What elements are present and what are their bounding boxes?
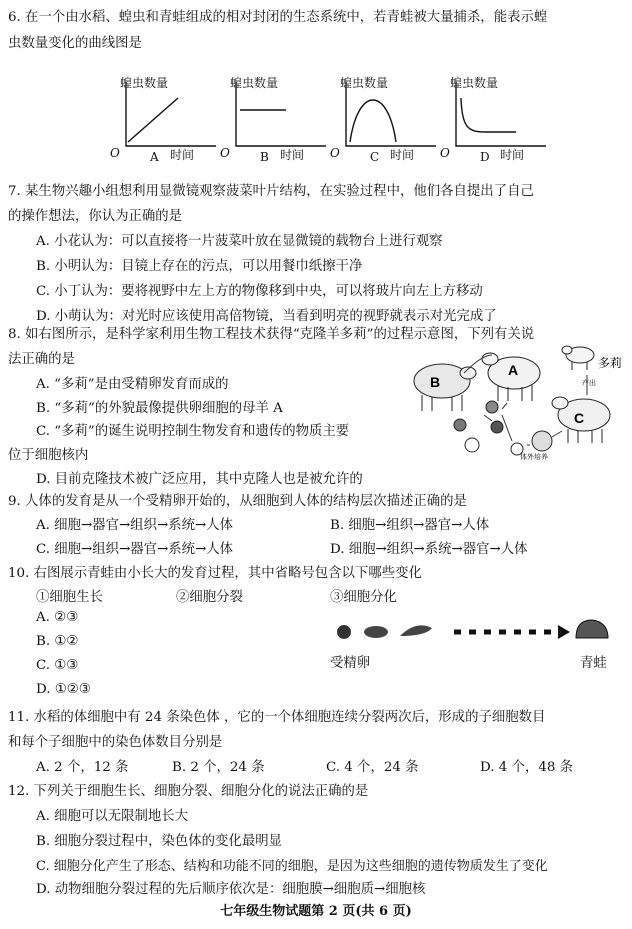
q10-option-b: B. ①②: [36, 634, 79, 649]
graph-d-letter: D: [480, 150, 490, 164]
label-birth: 产出: [582, 379, 596, 387]
q8-option-a: A. “多莉”是由受精卵发育而成的: [36, 377, 229, 392]
q12-option-b: B. 细胞分裂过程中，染色体的变化最明显: [36, 834, 282, 849]
q8-stem-line1: 8. 如右图所示，是科学家利用生物工程技术获得“克隆羊多莉”的过程示意图，下列有关说: [8, 327, 535, 342]
embryo-icon: [364, 626, 388, 638]
q11-option-a: A. 2 个，12 条: [36, 760, 129, 775]
q8-stem-line2: 法正确的是: [8, 352, 75, 367]
q9-stem: 9. 人体的发育是从一个受精卵开始的，从细胞到人体的结构层次描述正确的是: [8, 494, 467, 509]
q7-option-d: D. 小萌认为：对光时应该使用高倍物镜，当看到明亮的视野就表示对光完成了: [36, 309, 497, 324]
graph-c-ylabel: 蝗虫数量: [340, 76, 389, 90]
label-c: C: [574, 410, 585, 426]
q11-option-b: B. 2 个，24 条: [172, 760, 265, 775]
figure-start-label: 受精卵: [330, 656, 371, 671]
graph-b-letter: B: [260, 150, 269, 164]
graph-b-xlabel: 时间: [280, 148, 305, 162]
q9-option-c: C. 细胞→组织→器官→系统→人体: [36, 542, 234, 557]
q10-stem: 10. 右图展示青蛙由小长大的发育过程，其中省略号包含以下哪些变化: [8, 566, 422, 581]
cell-1-icon: [454, 419, 466, 431]
label-dolly: 多莉: [598, 356, 623, 370]
graph-c-origin: O: [330, 146, 340, 160]
graph-a-ylabel: 蝗虫数量: [120, 76, 169, 90]
graph-c-letter: C: [370, 150, 380, 164]
q11-option-c: C. 4 个，24 条: [326, 760, 419, 775]
graph-a-origin: O: [110, 146, 120, 160]
graph-c: [330, 76, 444, 168]
label-b: B: [430, 374, 441, 390]
page-footer: 七年级生物试题第 2 页(共 6 页): [220, 904, 412, 919]
q11-stem-line2: 和每个子细胞中的染色体数目分别是: [8, 735, 223, 750]
graph-b-origin: O: [220, 146, 230, 160]
q7-stem-line1: 7. 某生物兴趣小组想利用显微镜观察菠菜叶片结构，在实验过程中，他们各自提出了自己: [8, 184, 534, 199]
cell-3-icon: [486, 401, 498, 413]
graph-d-origin: O: [440, 146, 450, 160]
q6-stem-line1: 6. 在一个由水稻、蝗虫和青蛙组成的相对封闭的生态系统中，若青蛙被大量捕杀，能表示蝗: [8, 10, 548, 25]
graph-a: [110, 76, 224, 168]
q9-option-b: B. 细胞→组织→器官→人体: [330, 518, 490, 533]
q8-option-c: C. “多莉”的诞生说明控制生物发育和遗传的物质主要: [36, 424, 350, 439]
nucleus-cell-icon: [491, 421, 503, 433]
egg-icon: [337, 625, 351, 639]
q12-option-a: A. 细胞可以无限制地长大: [36, 809, 189, 824]
q9-option-d: D. 细胞→组织→系统→器官→人体: [330, 542, 528, 557]
graph-d: [440, 76, 554, 168]
frog-development-figure: [330, 612, 620, 652]
graph-a-xlabel: 时间: [170, 148, 195, 162]
tadpole-icon: [400, 625, 432, 636]
q7-option-a: A. 小花认为：可以直接将一片菠菜叶放在显微镜的载物台上进行观察: [36, 234, 443, 249]
q10-item-3: ③细胞分化: [330, 590, 397, 605]
q12-option-d: D. 动物细胞分裂过程的先后顺序依次是：细胞膜→细胞质→细胞核: [36, 882, 426, 897]
q12-stem: 12. 下列关于细胞生长、细胞分裂、细胞分化的说法正确的是: [8, 784, 369, 799]
graph-c-xlabel: 时间: [390, 148, 415, 162]
figure-end-label: 青蛙: [580, 656, 607, 671]
cloning-diagram: [402, 345, 624, 465]
q8-option-b: B. “多莉”的外貌最像提供卵细胞的母羊 A: [36, 401, 283, 416]
q10-option-d: D. ①②③: [36, 682, 91, 697]
graph-d-ylabel: 蝗虫数量: [450, 76, 499, 90]
arrow-head-icon: [558, 625, 570, 639]
label-a: A: [508, 362, 519, 378]
q6-stem-line2: 虫数量变化的曲线图是: [8, 36, 142, 51]
graph-b: [220, 76, 334, 168]
q11-stem-line1: 11. 水稻的体细胞中有 24 条染色体 ，它的一个体细胞连续分裂两次后，形成的子细胞数目: [8, 710, 546, 725]
frog-icon: [576, 620, 608, 638]
graph-d-xlabel: 时间: [500, 148, 525, 162]
q10-item-1: ①细胞生长: [36, 590, 103, 605]
label-dish: 体外培养: [520, 453, 548, 461]
q10-option-c: C. ①③: [36, 658, 79, 673]
culture-dish-icon: [532, 431, 552, 451]
dolly-sheep-icon: [562, 346, 594, 370]
q7-option-c: C. 小丁认为：要将视野中左上方的物像移到中央，可以将玻片向左上方移动: [36, 284, 483, 299]
q12-option-c: C. 细胞分化产生了形态、结构和功能不同的细胞，是因为这些细胞的遗传物质发生了变化: [36, 859, 548, 874]
graph-a-letter: A: [150, 150, 159, 164]
graph-b-ylabel: 蝗虫数量: [230, 76, 279, 90]
q8-option-c-cont: 位于细胞核内: [8, 448, 89, 463]
q10-option-a: A. ②③: [36, 610, 79, 625]
q11-option-d: D. 4 个，48 条: [480, 760, 574, 775]
q10-item-2: ②细胞分裂: [176, 590, 243, 605]
cell-2-icon: [465, 438, 479, 452]
q7-stem-line2: 的操作想法，你认为正确的是: [8, 209, 183, 224]
q9-option-a: A. 细胞→器官→组织→系统→人体: [36, 518, 233, 533]
q8-option-d: D. 目前克隆技术被广泛应用，其中克隆人也是被允许的: [36, 472, 363, 487]
q7-option-b: B. 小明认为：目镜上存在的污点，可以用餐巾纸擦干净: [36, 259, 363, 274]
